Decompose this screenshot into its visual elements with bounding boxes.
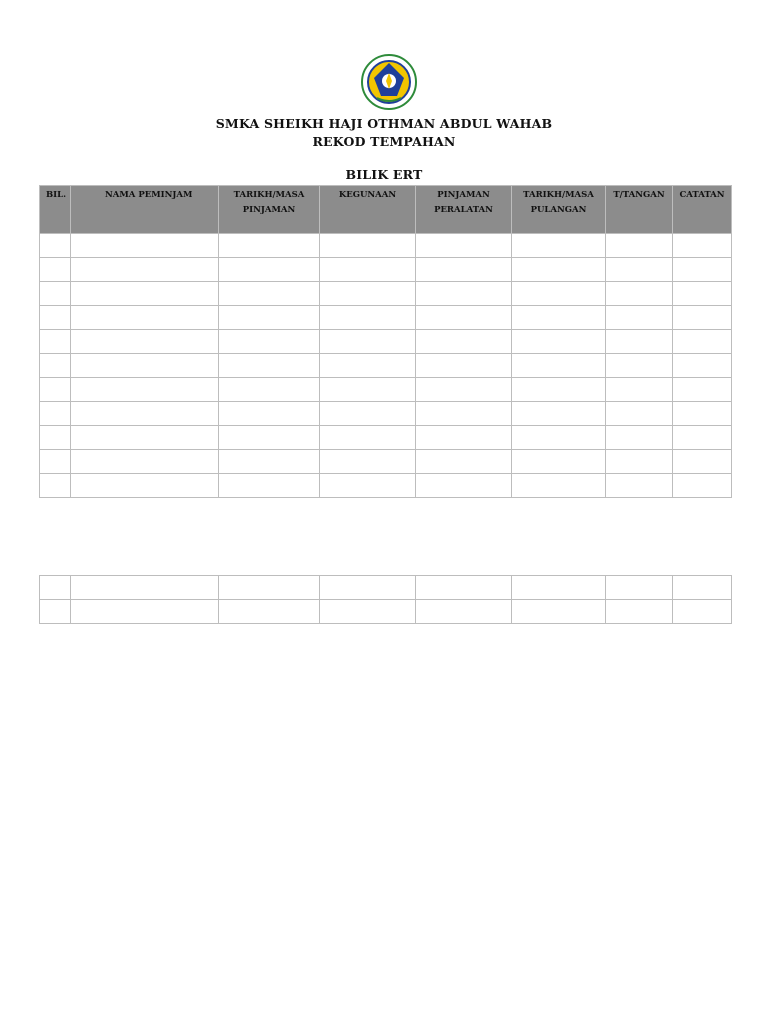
booking-table-continued <box>39 575 732 624</box>
table-cell[interactable] <box>673 450 732 474</box>
table-row <box>40 378 732 402</box>
table-cell[interactable] <box>512 282 606 306</box>
table-cell[interactable] <box>512 600 606 624</box>
table-row <box>40 450 732 474</box>
table-cell[interactable] <box>606 426 673 450</box>
table-cell[interactable] <box>673 234 732 258</box>
table-cell[interactable] <box>606 402 673 426</box>
table-cell[interactable] <box>606 354 673 378</box>
table-cell[interactable] <box>673 330 732 354</box>
table-row <box>40 258 732 282</box>
table-cell[interactable] <box>673 576 732 600</box>
table-cell[interactable] <box>416 402 512 426</box>
table-cell[interactable] <box>320 234 416 258</box>
table-cell[interactable] <box>320 330 416 354</box>
table-cell[interactable] <box>416 234 512 258</box>
table-cell[interactable] <box>219 474 320 498</box>
table-cell[interactable] <box>40 234 71 258</box>
table-cell[interactable] <box>320 576 416 600</box>
table-row <box>40 306 732 330</box>
table-cell[interactable] <box>219 258 320 282</box>
table-cell[interactable] <box>40 258 71 282</box>
table-cell[interactable] <box>416 330 512 354</box>
table-cell[interactable] <box>40 426 71 450</box>
table-cell[interactable] <box>71 258 219 282</box>
table-cell[interactable] <box>416 450 512 474</box>
table-cell[interactable] <box>416 378 512 402</box>
col-header-pinjaman-peralatan-text: PINJAMAN PERALATAN <box>434 190 493 215</box>
table-cell[interactable] <box>40 378 71 402</box>
table-cell[interactable] <box>673 426 732 450</box>
table-cell[interactable] <box>320 306 416 330</box>
table-cell[interactable] <box>673 378 732 402</box>
table-cell[interactable] <box>219 378 320 402</box>
table-cell[interactable] <box>40 600 71 624</box>
col-header-tarikh-masa-pulangan <box>512 186 606 234</box>
record-title: REKOD TEMPAHAN <box>312 134 456 149</box>
table-cell[interactable] <box>219 354 320 378</box>
table-row <box>40 576 732 600</box>
table-row <box>40 330 732 354</box>
table-cell[interactable] <box>416 306 512 330</box>
booking-table-body <box>40 234 732 498</box>
table-cell[interactable] <box>673 258 732 282</box>
table-cell[interactable] <box>71 402 219 426</box>
table-cell[interactable] <box>606 474 673 498</box>
table-cell[interactable] <box>606 600 673 624</box>
table-cell[interactable] <box>320 402 416 426</box>
table-cell[interactable] <box>512 306 606 330</box>
col-header-tarikh-masa-pulangan-text: TARIKH/MASA PULANGAN <box>523 190 594 215</box>
booking-table <box>39 185 732 498</box>
table-cell[interactable] <box>320 378 416 402</box>
table-cell[interactable] <box>71 282 219 306</box>
table-cell[interactable] <box>71 306 219 330</box>
col-header-tarikh-masa-pinjaman <box>219 186 320 234</box>
table-cell[interactable] <box>320 474 416 498</box>
table-cell[interactable] <box>219 600 320 624</box>
table-cell[interactable] <box>673 402 732 426</box>
col-header-catatan: CATATAN <box>673 186 732 234</box>
table-cell[interactable] <box>40 282 71 306</box>
table-cell[interactable] <box>416 600 512 624</box>
table-cell[interactable] <box>40 576 71 600</box>
table-cell[interactable] <box>416 576 512 600</box>
school-name: SMKA SHEIKH HAJI OTHMAN ABDUL WAHAB <box>215 116 553 131</box>
table-cell[interactable] <box>606 234 673 258</box>
table-cell[interactable] <box>219 576 320 600</box>
table-cell[interactable] <box>512 378 606 402</box>
table-cell[interactable] <box>320 600 416 624</box>
table-cell[interactable] <box>40 306 71 330</box>
table-cell[interactable] <box>512 450 606 474</box>
col-header-pinjaman-peralatan <box>416 186 512 234</box>
table-cell[interactable] <box>512 474 606 498</box>
table-cell[interactable] <box>673 306 732 330</box>
table-row <box>40 474 732 498</box>
col-header-tarikh-masa-pinjaman-text: TARIKH/MASA PINJAMAN <box>233 190 305 215</box>
table-cell[interactable] <box>512 576 606 600</box>
table-cell[interactable] <box>71 576 219 600</box>
table-cell[interactable] <box>512 234 606 258</box>
table-cell[interactable] <box>71 426 219 450</box>
table-cell[interactable] <box>512 354 606 378</box>
table-cell[interactable] <box>512 402 606 426</box>
table-cell[interactable] <box>606 330 673 354</box>
table-cell[interactable] <box>606 306 673 330</box>
table-cell[interactable] <box>606 378 673 402</box>
table-cell[interactable] <box>606 282 673 306</box>
table-cell[interactable] <box>320 258 416 282</box>
table-cell[interactable] <box>219 426 320 450</box>
table-row <box>40 234 732 258</box>
table-cell[interactable] <box>416 426 512 450</box>
table-cell[interactable] <box>673 354 732 378</box>
table-cell[interactable] <box>320 282 416 306</box>
table-cell[interactable] <box>71 234 219 258</box>
table-cell[interactable] <box>71 600 219 624</box>
table-cell[interactable] <box>606 576 673 600</box>
table-cell[interactable] <box>512 258 606 282</box>
table-cell[interactable] <box>71 330 219 354</box>
table-header-row <box>40 186 732 234</box>
table-cell[interactable] <box>416 258 512 282</box>
table-cell[interactable] <box>673 282 732 306</box>
table-cell[interactable] <box>416 282 512 306</box>
table-row <box>40 600 732 624</box>
table-cell[interactable] <box>219 306 320 330</box>
table-cell[interactable] <box>416 354 512 378</box>
room-title: BILIK ERT <box>345 167 423 182</box>
table-cell[interactable] <box>219 330 320 354</box>
table-cell[interactable] <box>606 258 673 282</box>
table-cell[interactable] <box>71 474 219 498</box>
table-cell[interactable] <box>320 450 416 474</box>
table-cell[interactable] <box>606 450 673 474</box>
col-header-bil: BIL. <box>40 186 71 234</box>
table-cell[interactable] <box>673 474 732 498</box>
table-row <box>40 402 732 426</box>
table-cell[interactable] <box>320 426 416 450</box>
table-cell[interactable] <box>40 354 71 378</box>
table-row <box>40 426 732 450</box>
table-cell[interactable] <box>512 330 606 354</box>
table-cell[interactable] <box>673 600 732 624</box>
table-cell[interactable] <box>512 426 606 450</box>
table-cell[interactable] <box>71 354 219 378</box>
table-cell[interactable] <box>71 378 219 402</box>
table-cell[interactable] <box>219 234 320 258</box>
col-header-kegunaan: KEGUNAAN <box>320 186 416 234</box>
table-cell[interactable] <box>40 402 71 426</box>
school-crest-logo <box>361 54 417 110</box>
table-row <box>40 282 732 306</box>
booking-table-continued-body <box>40 576 732 624</box>
table-cell[interactable] <box>40 330 71 354</box>
table-cell[interactable] <box>416 474 512 498</box>
table-cell[interactable] <box>219 450 320 474</box>
table-cell[interactable] <box>219 402 320 426</box>
table-cell[interactable] <box>40 450 71 474</box>
col-header-nama-peminjam: NAMA PEMINJAM <box>71 186 219 234</box>
table-cell[interactable] <box>219 282 320 306</box>
table-cell[interactable] <box>71 450 219 474</box>
table-cell[interactable] <box>320 354 416 378</box>
table-cell[interactable] <box>40 474 71 498</box>
col-header-t-tangan: T/TANGAN <box>606 186 673 234</box>
table-row <box>40 354 732 378</box>
